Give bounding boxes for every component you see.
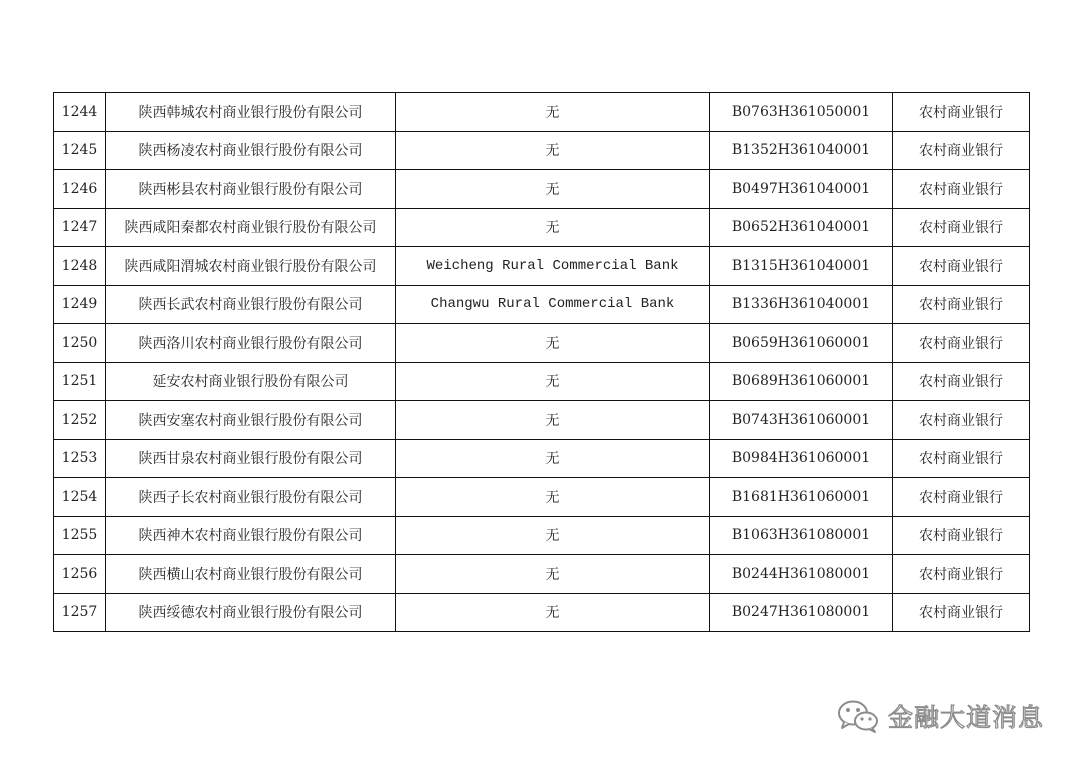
cell-institution-type: 农村商业银行 (893, 247, 1030, 286)
cell-bank-name: 陕西子长农村商业银行股份有限公司 (106, 478, 396, 517)
cell-bank-name: 陕西横山农村商业银行股份有限公司 (106, 555, 396, 594)
cell-bank-name: 陕西洛川农村商业银行股份有限公司 (106, 324, 396, 363)
table-row (54, 170, 1030, 209)
table-row (54, 131, 1030, 170)
wechat-icon (836, 699, 880, 733)
cell-institution-type: 农村商业银行 (893, 324, 1030, 363)
cell-seq: 1255 (54, 516, 106, 555)
table-row (54, 593, 1030, 632)
cell-english-name: Weicheng Rural Commercial Bank (396, 247, 710, 286)
cell-institution-type: 农村商业银行 (893, 93, 1030, 132)
bank-list-table (53, 92, 1030, 632)
cell-seq: 1244 (54, 93, 106, 132)
cell-institution-code: B1352H361040001 (710, 131, 893, 170)
cell-english-name: 无 (396, 170, 710, 209)
cell-bank-name: 陕西韩城农村商业银行股份有限公司 (106, 93, 396, 132)
table-row (54, 93, 1030, 132)
cell-institution-type: 农村商业银行 (893, 555, 1030, 594)
table-row (54, 247, 1030, 286)
cell-seq: 1252 (54, 401, 106, 440)
cell-bank-name: 陕西绥德农村商业银行股份有限公司 (106, 593, 396, 632)
cell-institution-type: 农村商业银行 (893, 439, 1030, 478)
cell-institution-code: B0497H361040001 (710, 170, 893, 209)
cell-institution-code: B1336H361040001 (710, 285, 893, 324)
table-row (54, 439, 1030, 478)
cell-english-name: Changwu Rural Commercial Bank (396, 285, 710, 324)
cell-institution-code: B1315H361040001 (710, 247, 893, 286)
cell-institution-type: 农村商业银行 (893, 208, 1030, 247)
cell-institution-code: B0763H361050001 (710, 93, 893, 132)
cell-english-name: 无 (396, 362, 710, 401)
cell-institution-code: B0659H361060001 (710, 324, 893, 363)
cell-english-name: 无 (396, 401, 710, 440)
cell-seq: 1247 (54, 208, 106, 247)
cell-bank-name: 陕西咸阳渭城农村商业银行股份有限公司 (106, 247, 396, 286)
cell-seq: 1245 (54, 131, 106, 170)
cell-bank-name: 陕西彬县农村商业银行股份有限公司 (106, 170, 396, 209)
cell-bank-name: 陕西安塞农村商业银行股份有限公司 (106, 401, 396, 440)
watermark-text: 金融大道消息 (887, 703, 1044, 732)
cell-english-name: 无 (396, 555, 710, 594)
table-row (54, 516, 1030, 555)
cell-english-name: 无 (396, 208, 710, 247)
table-row (54, 324, 1030, 363)
cell-seq: 1253 (54, 439, 106, 478)
cell-english-name: 无 (396, 478, 710, 517)
cell-institution-type: 农村商业银行 (893, 170, 1030, 209)
cell-institution-type: 农村商业银行 (893, 131, 1030, 170)
cell-bank-name: 延安农村商业银行股份有限公司 (106, 362, 396, 401)
cell-english-name: 无 (396, 131, 710, 170)
cell-institution-code: B0689H361060001 (710, 362, 893, 401)
cell-institution-type: 农村商业银行 (893, 593, 1030, 632)
cell-seq: 1248 (54, 247, 106, 286)
cell-institution-type: 农村商业银行 (893, 362, 1030, 401)
cell-seq: 1249 (54, 285, 106, 324)
table-row (54, 362, 1030, 401)
cell-institution-code: B0743H361060001 (710, 401, 893, 440)
cell-english-name: 无 (396, 439, 710, 478)
table-row (54, 478, 1030, 517)
cell-institution-type: 农村商业银行 (893, 401, 1030, 440)
cell-seq: 1246 (54, 170, 106, 209)
cell-institution-code: B0984H361060001 (710, 439, 893, 478)
table-row (54, 555, 1030, 594)
cell-english-name: 无 (396, 324, 710, 363)
table-body (54, 93, 1030, 632)
cell-seq: 1254 (54, 478, 106, 517)
table-row (54, 208, 1030, 247)
cell-bank-name: 陕西甘泉农村商业银行股份有限公司 (106, 439, 396, 478)
cell-seq: 1250 (54, 324, 106, 363)
cell-english-name: 无 (396, 516, 710, 555)
cell-institution-code: B0247H361080001 (710, 593, 893, 632)
cell-seq: 1257 (54, 593, 106, 632)
cell-institution-type: 农村商业银行 (893, 478, 1030, 517)
cell-bank-name: 陕西长武农村商业银行股份有限公司 (106, 285, 396, 324)
cell-institution-code: B0244H361080001 (710, 555, 893, 594)
cell-institution-code: B1063H361080001 (710, 516, 893, 555)
table-row (54, 401, 1030, 440)
cell-bank-name: 陕西神木农村商业银行股份有限公司 (106, 516, 396, 555)
cell-institution-code: B0652H361040001 (710, 208, 893, 247)
cell-bank-name: 陕西咸阳秦都农村商业银行股份有限公司 (106, 208, 396, 247)
cell-bank-name: 陕西杨凌农村商业银行股份有限公司 (106, 131, 396, 170)
cell-seq: 1256 (54, 555, 106, 594)
cell-english-name: 无 (396, 593, 710, 632)
cell-institution-type: 农村商业银行 (893, 516, 1030, 555)
cell-institution-code: B1681H361060001 (710, 478, 893, 517)
cell-institution-type: 农村商业银行 (893, 285, 1030, 324)
table-row (54, 285, 1030, 324)
cell-english-name: 无 (396, 93, 710, 132)
watermark (836, 698, 1044, 734)
cell-seq: 1251 (54, 362, 106, 401)
